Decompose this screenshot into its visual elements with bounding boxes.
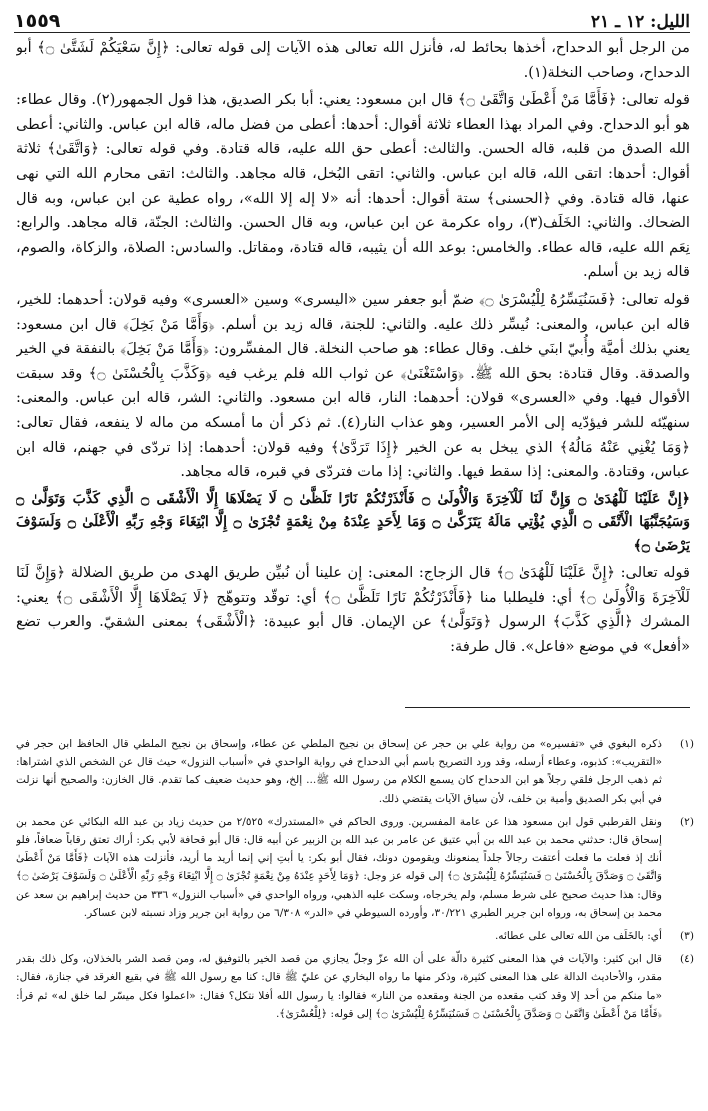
page-header xyxy=(14,6,690,33)
footnote-text: قال ابن كثير: والآيات في هذا المعنى كثيرة دالّة على أن الله عزّ وجلّ يجازي من قصد الخير بالتوفيق له، ومن قصد الشر بالخذلان، وكل ذلك بقدر مقدر، والأحاديث الدالة على هذا المعنى كثيرة، وذكر منها ما رواه البخاري عن عليّ ﷺ قال: كنا مع رسول الله ﷺ في بقيع الغرقد في جنازة، فقال: «ما منكم من أحد إلا وقد كتب مقعده من الجنة ومقعده من النار» فقالوا: يا رسول الله أفلا نتكل؟ فقال: «اعملوا فكل ميسّر لما خلق له» ثم قرأ: ﴿فَأَمَّا مَنْ أَعْطَىٰ وَاتَّقَىٰ ۝ وَصَدَّقَ بِالْحُسْنَىٰ ۝ فَسَنُيَسِّرُهُ لِلْيُسْرَىٰ ۝﴾ إلى قوله: ﴿لِلْعُسْرَىٰ﴾. xyxy=(16,953,662,1020)
footnote-number: (٣) xyxy=(680,930,694,943)
paragraph: قوله تعالى: ﴿إِنَّ عَلَيْنَا لَلْهُدَىٰ ۝﴾ قال الزجاج: المعنى: إن علينا أن نُبيِّن طريق الهدى من طريق الضلالة ﴿وَإِنَّ لَنَا لَلْآخِرَةَ وَالْأُولَىٰ ۝﴾ أي: فليطلبا منا ﴿فَأَنْذَرْتُكُمْ نَارًا تَلَظَّىٰ ۝﴾ أي: توقّد وتتوهّج ﴿لَا يَصْلَاهَا إِلَّا الْأَشْقَى ۝﴾ يعني: المشرك ﴿الَّذِي كَذَّبَ﴾ الرسول ﴿وَتَوَلَّىٰ﴾ عن الإيمان. قال أبو عبيدة: ﴿الْأَشْقَى﴾ بمعنى الشقيّ. والعرب تضع «أفعل» في موضع «فاعل». قال طرفة: xyxy=(16,564,690,655)
footnote-number: (١) xyxy=(680,738,694,750)
footnote-separator xyxy=(405,707,690,708)
footnote-text: ونقل القرطبي قول ابن مسعود هذا عن عامة المفسرين. وروى الحاكم في «المستدرك» ٢/٥٢٥ من حديث زياد بن عبد الله البكائي عن محمد بن إسحاق قال: حدثني محمد بن عبد الله بن أبي عتيق عن عامر بن عبد الله بن الزبير عن أبيه قال: قال أبو قحافة لأبي بكر: أراك تعتق رقاباً ضعافاً، فلو أنك إذ فعلت ما فعلت أعتقت رجالاً جلداً يمنعونك ويقومون دونك، فقال أبو بكر: يا أبتِ إني إنما أريد ما أريد، فأنزلت هذه الآيات ﴿فَأَمَّا مَنْ أَعْطَىٰ وَاتَّقَىٰ ۝ وَصَدَّقَ بِالْحُسْنَىٰ ۝ فَسَنُيَسِّرُهُ لِلْيُسْرَىٰ ۝﴾ إلى قوله عز وجل: ﴿وَمَا لِأَحَدٍ عِنْدَهُ مِنْ نِعْمَةٍ تُجْزَىٰ ۝ إِلَّا ابْتِغَاءَ وَجْهِ رَبِّهِ الْأَعْلَىٰ ۝ وَلَسَوْفَ يَرْضَىٰ ۝﴾ وقال: هذا حديث صحيح على شرط مسلم، ولم يخرجاه، وسكت عليه الذهبي، ورواه الواحدي في «أسباب النزول» ٣٣٦ من حديث إبراهيم بن سعد عن محمد بن إسحاق به، ورواه ابن جرير الطبري ٣٠/٢٢١، وأورده السيوطي في «الدر» ٦/٣٠٨ من رواية ابن جرير وزاد نسبته لابن عساكر. xyxy=(16,815,662,919)
paragraph: من الرجل أبو الدحداح، أخذها بحائط له، فأنزل الله تعالى هذه الآيات إلى قوله تعالى: ﴿إِنَّ سَعْيَكُمْ لَشَتَّىٰ ۝﴾ أبو الدحداح، وصاحب النخلة(١). xyxy=(16,39,690,81)
page-number: ١٥٥٩ xyxy=(14,10,61,32)
footnote xyxy=(16,735,694,808)
main-text xyxy=(16,36,690,704)
quran-verses-block: ﴿إِنَّ عَلَيْنَا لَلْهُدَىٰ ۝ وَإِنَّ لَنَا لَلْآخِرَةَ وَالْأُولَىٰ ۝ فَأَنْذَرْتُكُمْ نَارًا تَلَظَّىٰ ۝ لَا يَصْلَاهَا إِلَّا الْأَشْقَى ۝ الَّذِي كَذَّبَ وَتَوَلَّىٰ ۝ وَسَيُجَنَّبُهَا الْأَتْقَى ۝ الَّذِي يُؤْتِي مَالَهُ يَتَزَكَّىٰ ۝ وَمَا لِأَحَدٍ عِنْدَهُ مِنْ نِعْمَةٍ تُجْزَىٰ ۝ إِلَّا ابْتِغَاءَ وَجْهِ رَبِّهِ الْأَعْلَىٰ ۝ وَلَسَوْفَ يَرْضَىٰ ۝﴾ xyxy=(16,490,690,554)
paragraph: قوله تعالى: ﴿فَأَمَّا مَنْ أَعْطَىٰ وَاتَّقَىٰ ۝﴾ قال ابن مسعود: يعني: أبا بكر الصديق، هذا قول الجمهور(٢). وقال عطاء: هو أبو الدحداح. وفي المراد بهذا العطاء ثلاثة أقوال: أحدها: أعطى من فضل ماله، قاله ابن عباس. والثاني: أعطى الله الصدق من قلبه، قاله الحسن. والثالث: أعطى حق الله عليه، قاله قتادة. وفي قوله تعالى: ﴿وَاتَّقَىٰ﴾ ثلاثة أقوال: أحدها: اتقى الله، قاله ابن عباس. والثاني: اتقى البُخل، قاله مجاهد. والثالث: اتقى محارم الله التي نهى عنها، قاله قتادة. وفي ﴿الحسنى﴾ ستة أقوال: أحدها: أنه «لا إله إلا الله»، رواه عطية عن ابن عباس، وبه قال الضحاك. والثاني: الخَلَف(٣)، رواه عكرمة عن ابن عباس، وبه قال الحسن. والثالث: الجنّة، قاله مجاهد. والرابع: نِعَم الله عليه، قاله عطاء. والخامس: بوعد الله أن يثيبه، قاله قتادة، ومقاتل. والسادس: الصلاة، والزكاة، والصوم، قاله زيد بن أسلم. xyxy=(16,91,690,281)
footnote-text: أي: بالخَلَف من الله تعالى على عطائه. xyxy=(494,930,662,943)
footnote xyxy=(16,813,694,922)
footnote-number: (٢) xyxy=(680,815,694,828)
footnote-number: (٤) xyxy=(680,953,694,966)
footnote xyxy=(16,950,694,1023)
paragraph: قوله تعالى: ﴿فَسَنُيَسِّرُهُ لِلْيُسْرَىٰ ۝﴾ ضمّ أبو جعفر سين «اليسرى» وسين «العسرى» وفيه قولان: أحدهما: للخير، قاله ابن عباس، والمعنى: نُيسِّر ذلك عليه. والثاني: للجنة، قاله زيد بن أسلم. ﴿وَأَمَّا مَنْ بَخِلَ﴾ قال ابن مسعود: يعني بذلك أميَّة وأُبيّ ابنَي خلف. وقال عطاء: هو صاحب النخلة. قال المفسِّرون: ﴿وَأَمَّا مَنْ بَخِلَ﴾ بالنفقة في الخير والصدقة. وقال قتادة: بحق الله ﷺ. ﴿وَاسْتَغْنَىٰ﴾ عن ثواب الله فلم يرغب فيه ﴿وَكَذَّبَ بِالْحُسْنَىٰ ۝﴾ وقد سبقت الأقوال فيها. وفي «العسرى» قولان: أحدهما: النار، قاله ابن مسعود. والثاني: الشر، قاله ابن عباس. والمعنى: سنهيّئه للشر فيؤدّيه إلى الأمر العسير، وهو عذاب النار(٤). ثم ذكر أن ما أمسكه من ماله لا ينفعه، فقال تعالى: ﴿وَمَا يُغْنِي عَنْهُ مَالُهُ﴾ الذي يبخل به عن الخير ﴿إِذَا تَرَدَّىٰ﴾ وفيه قولان: أحدهما: إذا تردّى في جهنم، قاله ابن عباس، وقتادة. والمعنى: إذا سقط فيها. والثاني: إذا مات فتردّى في قبره، قاله مجاهد. xyxy=(16,290,690,481)
footnote-text: ذكره البغوي في «تفسيره» من رواية علي بن حجر عن إسحاق بن نجيح الملطي عن عطاء، وإسحاق بن نجيح الملطي قال الحافظ ابن حجر في «التقريب»: كذبوه، وعطاء أرسله، وقد ورد التصريح باسم أبي الدحداح في رواية الواحدي في «أسباب النزول» حيث قال عن الشخص الذي اشتراها: ثم ذهب الرجل فلقي رجلاً هو ابن الدحداح كان يسمع الكلام من رسول الله ﷺ... إلخ، وهو حديث ضعيف كما تقدم. قال الخازن: والصحيح أنها نزلت في أبي بكر الصديق وأمية بن خلف، لأن سياق الآيات يقتضي ذلك. xyxy=(16,738,662,805)
footnotes xyxy=(16,735,694,1105)
running-title: الليل: ١٢ ـ ٢١ xyxy=(590,12,690,32)
footnote xyxy=(16,927,694,945)
